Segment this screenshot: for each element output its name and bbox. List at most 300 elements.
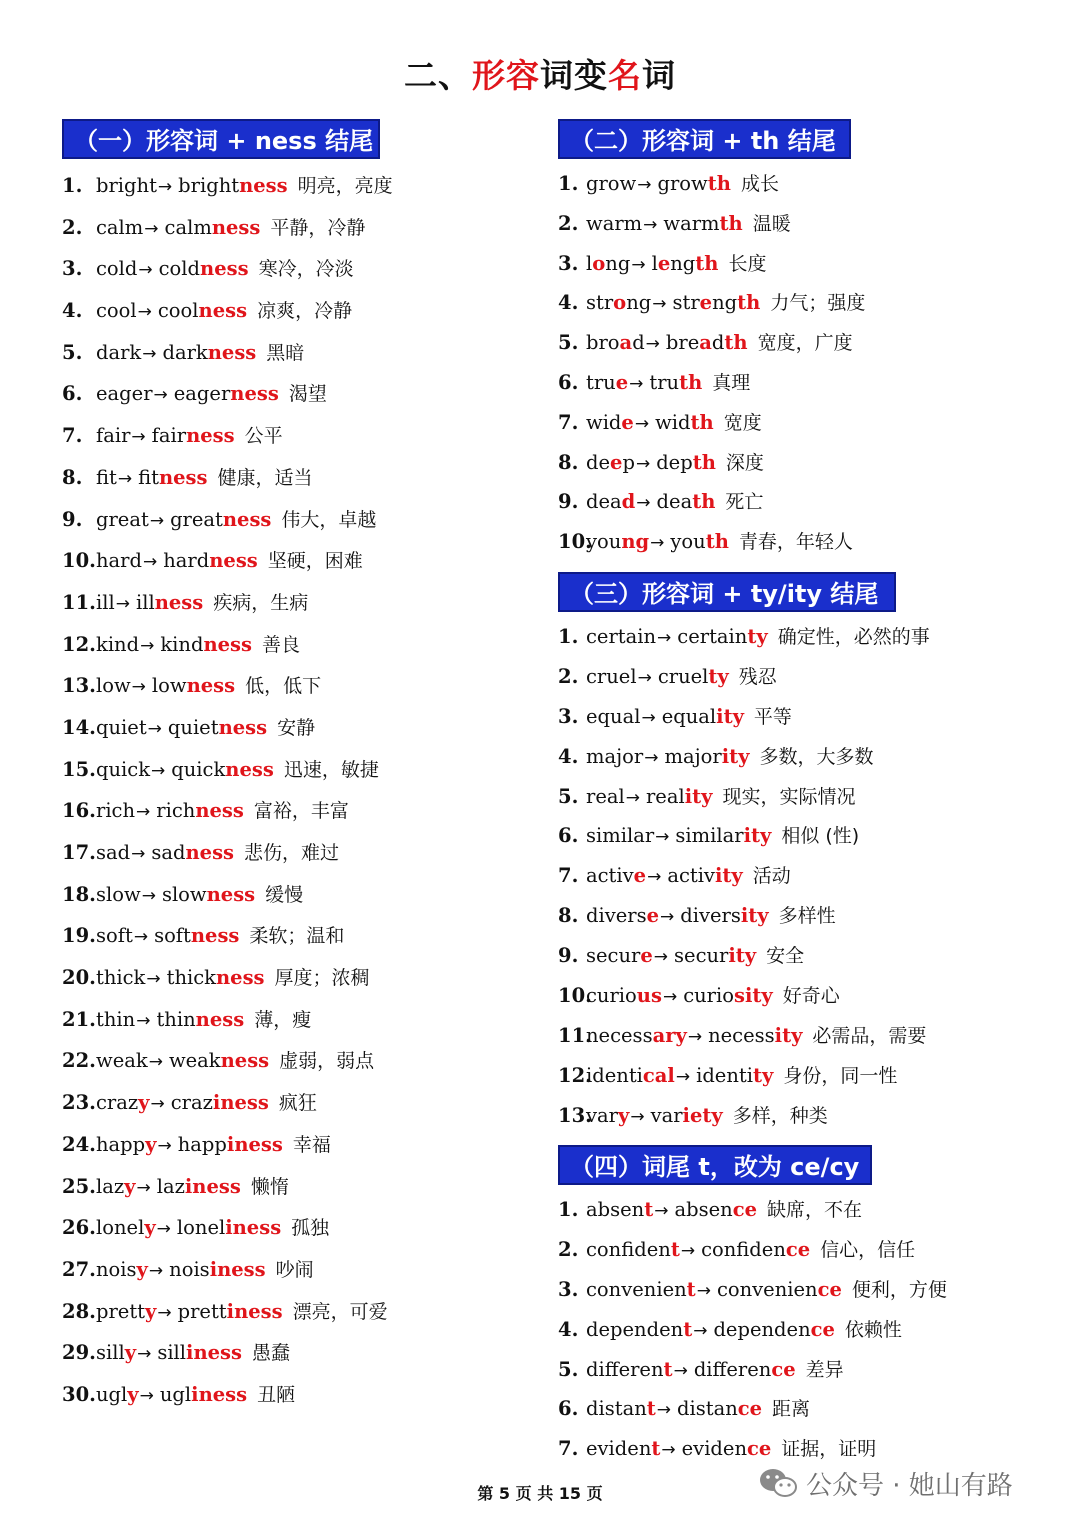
item-number: 12. — [62, 632, 96, 656]
chinese-meaning: 虚弱，弱点 — [279, 1050, 375, 1073]
section-th — [558, 119, 865, 562]
item-number: 2. — [62, 215, 83, 239]
adjective-root: confiden — [586, 1237, 671, 1261]
item-number: 8. — [558, 450, 579, 474]
adjective-suffix: e — [633, 864, 647, 888]
noun-suffix: ness — [198, 299, 248, 323]
item-number: 15. — [62, 757, 96, 781]
item-number: 7. — [558, 1437, 579, 1461]
noun-root: warm — [663, 211, 720, 235]
noun-suffix-2: th — [695, 251, 719, 275]
adjective-suffix: t — [651, 1437, 661, 1461]
noun-suffix: th — [707, 172, 731, 195]
arrow-icon: → — [630, 1106, 645, 1127]
chinese-meaning: 好奇心 — [782, 985, 840, 1008]
item-number: 1. — [558, 1198, 579, 1221]
item-number: 2. — [558, 1237, 579, 1261]
list-item — [558, 1190, 947, 1230]
adjective-tail: ng — [626, 291, 652, 315]
chinese-meaning: 必需品，需要 — [812, 1024, 927, 1047]
list-item — [558, 164, 865, 204]
chinese-meaning: 悲伤，难过 — [244, 842, 340, 864]
adjective-root: nois — [96, 1257, 137, 1281]
arrow-icon: → — [644, 747, 659, 768]
noun-suffix: iness — [226, 1299, 283, 1323]
noun-root: laz — [156, 1174, 185, 1198]
section-ce-cy — [558, 1145, 947, 1469]
noun-root: divers — [680, 904, 741, 928]
item-number: 4. — [62, 299, 83, 323]
chinese-meaning: 幸福 — [292, 1133, 331, 1156]
page-footer: 第 5 页 共 15 页 — [477, 1484, 603, 1503]
list-item — [558, 697, 930, 737]
list-item — [558, 777, 930, 817]
noun-suffix: ce — [771, 1357, 796, 1381]
noun-root: dependen — [713, 1317, 811, 1341]
noun-suffix: ness — [195, 1007, 245, 1031]
noun-suffix: iness — [226, 1132, 283, 1156]
list-item — [558, 1016, 930, 1056]
arrow-icon: → — [637, 175, 652, 195]
adjective-root: bright — [96, 174, 157, 197]
item-number: 12. — [558, 1063, 592, 1087]
noun-root: soft — [154, 924, 191, 948]
list-item — [62, 248, 393, 290]
adjective-suffix: e — [646, 904, 660, 928]
chinese-meaning: 长度 — [728, 252, 767, 275]
adjective-root: similar — [586, 824, 655, 848]
item-number: 7. — [558, 864, 579, 888]
chinese-meaning: 成长 — [740, 173, 779, 195]
list-item — [558, 1230, 947, 1270]
chinese-meaning: 丑陋 — [257, 1383, 296, 1406]
noun-root: nois — [169, 1257, 210, 1281]
adjective-root: sill — [96, 1341, 125, 1365]
adjective-root: identi — [586, 1063, 643, 1087]
adjective-root: l — [586, 251, 593, 275]
list-item — [558, 737, 930, 777]
adjective-root: quick — [96, 757, 151, 781]
adjective-root: cruel — [586, 664, 637, 688]
chinese-meaning: 厚度；浓稠 — [274, 967, 370, 990]
adjective-root: str — [586, 291, 614, 315]
adjective-root: dark — [96, 340, 142, 364]
list-item — [558, 204, 865, 244]
adjective-tail: p — [622, 450, 635, 474]
noun-root: str — [672, 291, 700, 315]
noun-suffix: ness — [185, 841, 235, 864]
item-number: 20. — [62, 966, 96, 990]
list-item — [62, 832, 393, 874]
adjective-root: cold — [96, 257, 138, 281]
chinese-meaning: 深度 — [725, 451, 764, 474]
list-item — [558, 936, 930, 976]
chinese-meaning: 力气；强度 — [770, 292, 866, 315]
noun-suffix: th — [692, 490, 716, 514]
item-number: 13. — [62, 674, 96, 698]
adjective-root: ill — [96, 590, 115, 614]
arrow-icon: → — [153, 385, 168, 406]
arrow-icon: → — [693, 1320, 708, 1341]
chinese-meaning: 懒惰 — [250, 1175, 289, 1198]
adjective-root: sad — [96, 841, 131, 864]
arrow-icon: → — [136, 1010, 151, 1031]
noun-suffix: ity — [684, 784, 713, 808]
adjective-suffix: e — [640, 944, 653, 968]
list-item — [62, 874, 393, 916]
arrow-icon: → — [150, 1094, 165, 1115]
noun-suffix: iness — [212, 1091, 269, 1115]
item-number: 2. — [558, 211, 579, 235]
adjective-suffix: y — [127, 1382, 139, 1406]
adjective-root: eager — [96, 382, 153, 406]
list-item — [62, 1040, 393, 1082]
list-item — [62, 499, 393, 541]
chinese-meaning: 善良 — [262, 633, 301, 656]
arrow-icon: → — [137, 302, 152, 323]
item-number: 27. — [62, 1257, 96, 1281]
chinese-meaning: 疯狂 — [278, 1092, 317, 1115]
noun-suffix: ness — [186, 424, 235, 448]
word-list — [62, 165, 393, 1416]
arrow-icon: → — [655, 827, 670, 848]
noun-root: ill — [135, 590, 155, 614]
noun-suffix: ity — [774, 1023, 803, 1047]
adjective-tail: d — [632, 331, 645, 355]
chinese-meaning: 便利，方便 — [851, 1278, 947, 1301]
noun-tail: ng — [670, 251, 696, 275]
list-item — [62, 290, 393, 332]
arrow-icon: → — [625, 787, 640, 808]
noun-suffix: e — [657, 251, 671, 275]
item-number: 30. — [62, 1382, 96, 1406]
noun-suffix: ity — [721, 744, 750, 768]
arrow-icon: → — [696, 1280, 711, 1301]
noun-root: differen — [693, 1357, 772, 1381]
adjective-root: divers — [586, 904, 647, 928]
list-item — [62, 1374, 393, 1416]
noun-suffix: iness — [209, 1257, 266, 1281]
watermark — [758, 1463, 1013, 1503]
noun-suffix: ity — [728, 944, 757, 968]
arrow-icon: → — [131, 677, 146, 698]
arrow-icon: → — [656, 1400, 672, 1421]
noun-root: weak — [168, 1049, 221, 1073]
item-number: 4. — [558, 1317, 579, 1341]
item-number: 16. — [62, 799, 96, 823]
watermark-text: 公众号 · 她山有路 — [806, 1470, 1013, 1501]
adjective-suffix: ary — [652, 1023, 687, 1047]
adjective-suffix: d — [621, 490, 636, 514]
chinese-meaning: 证据，证明 — [781, 1438, 877, 1461]
item-number: 8. — [62, 465, 83, 489]
item-number: 6. — [558, 370, 579, 394]
arrow-icon: → — [147, 718, 162, 739]
noun-root: hard — [163, 549, 210, 573]
list-item — [62, 1124, 393, 1166]
noun-suffix: ity — [714, 864, 743, 888]
list-item — [558, 1350, 947, 1390]
arrow-icon: → — [137, 1344, 152, 1365]
word-list — [558, 1190, 947, 1469]
adjective-root: differen — [586, 1357, 664, 1381]
noun-root: certain — [677, 625, 748, 648]
arrow-icon: → — [156, 1219, 171, 1240]
noun-root: secur — [674, 944, 729, 968]
list-item — [558, 896, 930, 936]
adjective-root: secur — [586, 944, 641, 968]
noun-root: thick — [166, 966, 216, 990]
item-number: 6. — [558, 824, 579, 848]
chinese-meaning: 多样，种类 — [732, 1104, 828, 1127]
arrow-icon: → — [151, 760, 166, 781]
noun-tail: d — [711, 331, 725, 355]
list-item — [62, 999, 393, 1041]
item-number: 3. — [558, 704, 579, 728]
adjective-root: you — [586, 530, 622, 554]
arrow-icon: → — [148, 1260, 164, 1281]
list-item — [62, 165, 393, 207]
noun-root: fit — [138, 465, 159, 489]
adjective-root: dea — [586, 490, 622, 514]
noun-suffix: iety — [682, 1103, 723, 1127]
adjective-root: certain — [586, 625, 657, 648]
arrow-icon: → — [142, 343, 157, 364]
noun-root: slow — [161, 882, 207, 906]
noun-root: lonel — [176, 1216, 226, 1240]
list-item — [558, 617, 930, 657]
noun-suffix: ce — [747, 1437, 772, 1461]
chinese-meaning: 黑暗 — [266, 341, 305, 364]
arrow-icon: → — [653, 947, 669, 968]
adjective-root: major — [586, 744, 644, 768]
noun-root: curio — [683, 984, 734, 1008]
item-number: 5. — [558, 1357, 579, 1381]
adjective-root: warm — [586, 211, 643, 235]
noun-suffix: ness — [195, 799, 244, 823]
chinese-meaning: 平等 — [753, 705, 792, 728]
chinese-meaning: 信心，信任 — [820, 1238, 916, 1261]
arrow-icon: → — [662, 987, 678, 1008]
item-number: 1. — [62, 174, 83, 197]
noun-root: cold — [158, 257, 201, 281]
noun-root: sill — [157, 1341, 187, 1365]
chinese-meaning: 伟大，卓越 — [281, 508, 377, 531]
noun-suffix: ness — [211, 215, 261, 239]
chinese-meaning: 健康，适当 — [217, 466, 313, 489]
adjective-suffix: y — [145, 1132, 157, 1156]
item-number: 9. — [558, 944, 579, 968]
adjective-root: convenien — [586, 1277, 687, 1301]
chinese-meaning: 平静，冷静 — [270, 216, 366, 239]
arrow-icon: → — [641, 707, 656, 728]
chinese-meaning: 距离 — [772, 1398, 811, 1421]
arrow-icon: → — [146, 969, 161, 990]
list-item — [558, 1389, 947, 1429]
noun-root: craz — [170, 1091, 213, 1115]
arrow-icon: → — [661, 1440, 676, 1461]
noun-root: eager — [173, 382, 231, 406]
adjective-suffix: y — [136, 1257, 148, 1281]
adjective-suffix: t — [670, 1237, 680, 1261]
adjective-suffix: t — [663, 1357, 673, 1381]
item-number: 29. — [62, 1341, 96, 1365]
noun-root: prett — [177, 1299, 227, 1323]
list-item — [62, 707, 393, 749]
arrow-icon: → — [650, 533, 665, 554]
noun-root: rich — [156, 799, 196, 823]
item-number: 1. — [558, 172, 579, 195]
noun-suffix: th — [719, 211, 743, 235]
adjective-suffix: y — [144, 1216, 156, 1240]
arrow-icon: → — [143, 552, 158, 573]
adjective-tail: ng — [605, 251, 631, 275]
arrow-icon: → — [117, 468, 133, 489]
item-number: 14. — [62, 715, 96, 739]
list-item — [558, 856, 930, 896]
adjective-root: bro — [586, 331, 620, 355]
arrow-icon: → — [144, 218, 159, 239]
noun-root: cruel — [657, 664, 709, 688]
chinese-meaning: 青春，年轻人 — [738, 531, 853, 554]
noun-suffix: ness — [230, 382, 279, 406]
noun-root: sad — [151, 841, 186, 864]
chinese-meaning: 薄，瘦 — [254, 1008, 312, 1031]
list-item — [62, 1166, 393, 1208]
arrow-icon: → — [643, 214, 658, 235]
list-item — [558, 283, 865, 323]
chinese-meaning: 公平 — [244, 425, 283, 448]
item-number: 11. — [62, 590, 96, 614]
item-number: 3. — [62, 257, 83, 281]
section-ity — [558, 572, 930, 1136]
chinese-meaning: 温暖 — [752, 212, 791, 235]
arrow-icon: → — [675, 1066, 691, 1087]
adjective-suffix: y — [124, 1174, 136, 1198]
item-number: 17. — [62, 841, 96, 864]
noun-root: confiden — [701, 1237, 786, 1261]
list-item — [62, 1082, 393, 1124]
noun-root: dep — [656, 450, 693, 474]
adjective-root: lonel — [96, 1216, 145, 1240]
noun-suffix: ce — [817, 1277, 842, 1301]
noun-suffix: ce — [732, 1198, 757, 1221]
noun-suffix: th — [705, 530, 729, 554]
chinese-meaning: 寒冷，冷淡 — [258, 258, 354, 281]
arrow-icon: → — [637, 667, 652, 688]
adjective-root: cool — [96, 299, 137, 323]
adjective-root: hard — [96, 549, 142, 573]
arrow-icon: → — [654, 1201, 669, 1221]
adjective-suffix: y — [124, 1341, 137, 1365]
item-number: 4. — [558, 291, 579, 315]
chinese-meaning: 安全 — [766, 945, 805, 968]
list-item — [62, 624, 393, 666]
adjective-root: kind — [96, 632, 140, 656]
item-number: 6. — [62, 382, 83, 406]
adjective-root: rich — [96, 799, 136, 823]
noun-suffix: ness — [158, 465, 208, 489]
item-number: 9. — [62, 507, 83, 531]
list-item — [62, 457, 393, 499]
noun-suffix: ity — [740, 904, 769, 928]
noun-root: convenien — [716, 1277, 818, 1301]
list-item — [62, 582, 393, 624]
arrow-icon: → — [631, 254, 646, 275]
arrow-icon: → — [652, 294, 667, 315]
adjective-root: soft — [96, 924, 133, 948]
chinese-meaning: 凉爽，冷静 — [257, 300, 353, 323]
chinese-meaning: 疾病，生病 — [213, 591, 309, 614]
noun-root: bre — [665, 331, 700, 355]
noun-suffix: sity — [733, 984, 773, 1008]
item-number: 5. — [558, 331, 579, 355]
list-item — [62, 207, 393, 249]
arrow-icon: → — [645, 334, 660, 355]
chinese-meaning: 宽度 — [723, 411, 762, 434]
item-number: 5. — [558, 784, 579, 808]
chinese-meaning: 差异 — [805, 1358, 844, 1381]
chinese-meaning: 真理 — [712, 371, 751, 394]
adjective-root: dependen — [586, 1317, 684, 1341]
arrow-icon: → — [115, 593, 130, 614]
list-item — [558, 482, 865, 522]
item-number: 3. — [558, 251, 579, 275]
adjective-root: craz — [96, 1091, 139, 1115]
wechat-icon — [758, 1466, 798, 1500]
noun-root: bright — [178, 174, 240, 197]
chinese-meaning: 安静 — [277, 716, 316, 739]
adjective-suffix: t — [686, 1277, 696, 1301]
adjective-root: eviden — [586, 1437, 652, 1461]
adjective-root: var — [586, 1103, 618, 1127]
chinese-meaning: 活动 — [752, 865, 791, 888]
noun-suffix: th — [679, 370, 703, 394]
noun-root: dark — [162, 340, 208, 364]
noun-suffix: ty — [752, 1063, 774, 1087]
adjective-root: grow — [586, 172, 637, 195]
item-number: 28. — [62, 1299, 96, 1323]
arrow-icon: → — [149, 510, 165, 531]
chinese-meaning: 身份，同一性 — [783, 1064, 898, 1087]
list-item — [558, 976, 930, 1016]
item-number: 18. — [62, 882, 96, 906]
item-number: 7. — [62, 424, 83, 448]
list-item — [62, 1291, 393, 1333]
chinese-meaning: 富裕，丰富 — [253, 800, 349, 823]
noun-root: great — [170, 507, 223, 531]
noun-suffix: ness — [186, 674, 236, 698]
chinese-meaning: 多样性 — [778, 905, 836, 928]
noun-suffix: ness — [216, 966, 265, 990]
list-item — [62, 957, 393, 999]
noun-suffix: th — [690, 410, 714, 434]
item-number: 4. — [558, 744, 579, 768]
item-number: 10. — [558, 530, 592, 554]
noun-suffix: iness — [225, 1216, 282, 1240]
noun-suffix: ty — [708, 664, 729, 688]
adjective-suffix: cal — [642, 1063, 675, 1087]
chinese-meaning: 渴望 — [288, 383, 327, 406]
chinese-meaning: 柔软；温和 — [249, 925, 345, 948]
list-item — [62, 915, 393, 957]
noun-suffix: th — [692, 450, 716, 474]
noun-root: real — [645, 784, 685, 808]
item-number: 24. — [62, 1132, 96, 1156]
item-number: 9. — [558, 490, 579, 514]
section-header: （一）形容词 + ness 结尾 — [62, 119, 380, 159]
arrow-icon: → — [136, 802, 151, 823]
